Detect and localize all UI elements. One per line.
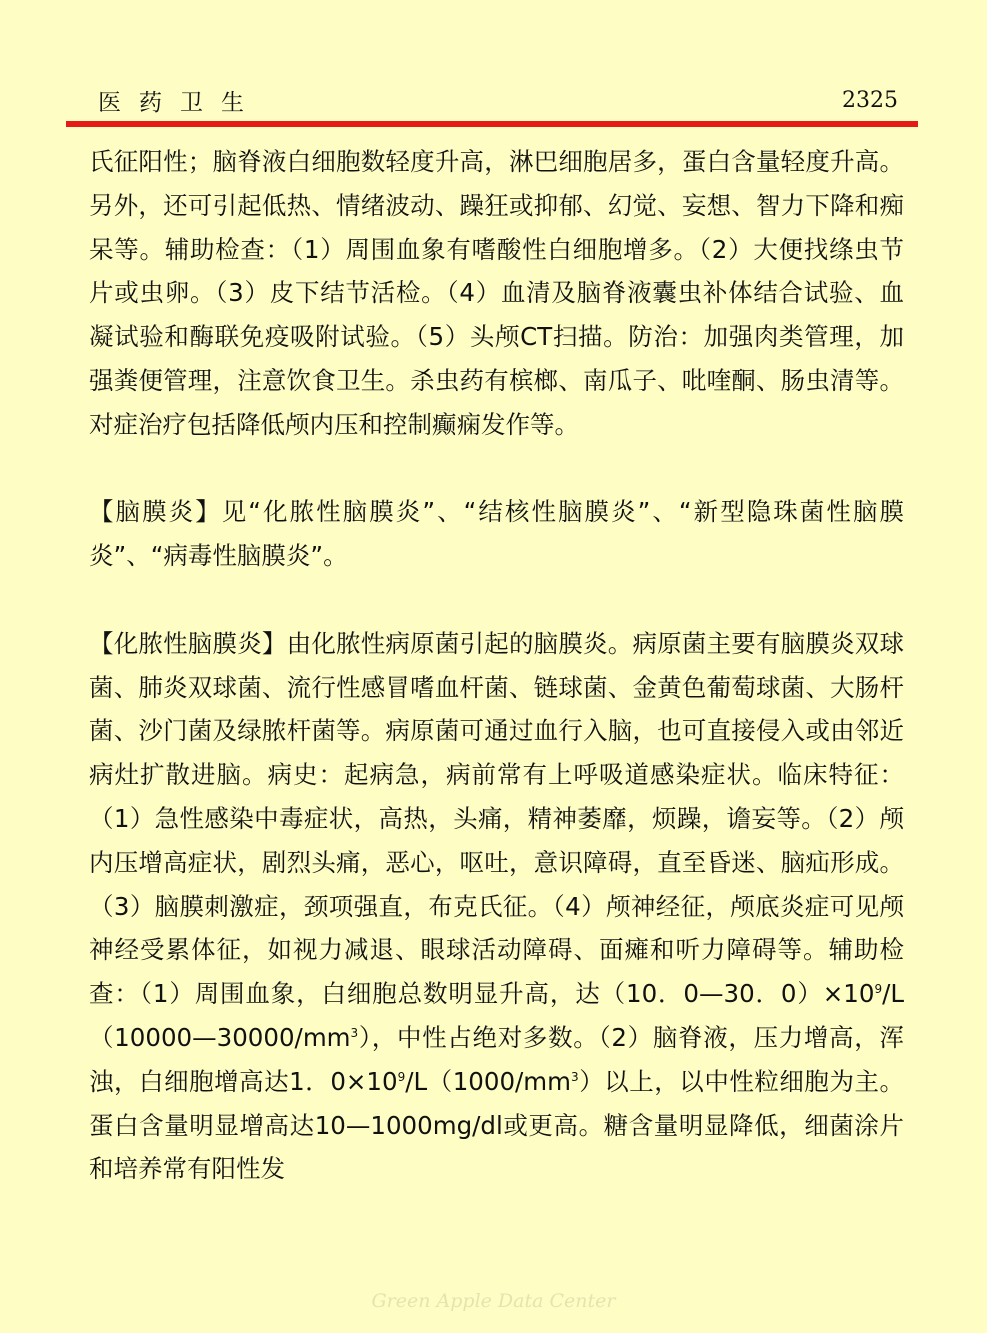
- paragraph-text: /L（1000/mm: [405, 1066, 572, 1096]
- paragraph-text: 氏征阳性；脑脊液白细胞数轻度升高，淋巴细胞居多，蛋白含量轻度升高。另外，还可引起低热、情绪波动、躁狂或抑郁、幻觉、妄想、智力下降和痴呆等。辅助检查：（1）周围血象有嗜酸性白细胞增多。（2）大便找绦虫节片或虫卵。（3）皮下结节活检。（4）血清及脑脊液囊虫补体结合试验、血凝试验和酶联免疫吸附试验。（5）头颅CT扫描。防治：加强肉类管理，加强粪便管理，注意饮食卫生。杀虫药有槟榔、南瓜子、吡喹酮、肠虫清等。对症治疗包括降低颅内压和控制癫痫发作等。: [89, 147, 904, 439]
- superscript: 3: [350, 1025, 359, 1040]
- paragraph-purulent-meningitis: [89, 622, 904, 1191]
- entry-term: 【脑膜炎】: [89, 497, 222, 527]
- watermark: Green Apple Data Center: [371, 1290, 616, 1312]
- header-rule: [66, 121, 918, 127]
- superscript: 9: [874, 981, 883, 996]
- superscript: 3: [571, 1069, 579, 1084]
- paragraph-meningitis: [89, 490, 904, 578]
- entry-term: 【化脓性脑膜炎】: [89, 628, 287, 658]
- superscript: 9: [397, 1069, 406, 1084]
- section-title: 医药卫生: [98, 90, 262, 116]
- paragraph-text: /L（10000—30000/mm: [89, 979, 904, 1052]
- paragraph-text: ），中性占绝对多数。（2）脑脊液，压力增高，浑浊，白细胞增高达1．0×10: [89, 1022, 904, 1096]
- page-number: 2325: [842, 88, 898, 113]
- body-text: [89, 140, 904, 1191]
- paragraph-continued: [89, 140, 904, 447]
- paragraph-text: 由化脓性病原菌引起的脑膜炎。病原菌主要有脑膜炎双球菌、肺炎双球菌、流行性感冒嗜血杆菌、链球菌、金黄色葡萄球菌、大肠杆菌、沙门菌及绿脓杆菌等。病原菌可通过血行入脑，也可直接侵入或由邻近病灶扩散进脑。病史：起病急，病前常有上呼吸道感染症状。临床特征：（1）急性感染中毒症状，高热，头痛，精神萎靡，烦躁，谵妄等。（2）颅内压增高症状，剧烈头痛，恶心，呕吐，意识障碍，直至昏迷、脑疝形成。（3）脑膜刺激症，颈项强直，布克氏征。（4）颅神经征，颅底炎症可见颅神经受累体征，如视力减退、眼球活动障碍、面瘫和听力障碍等。辅助检查：（1）周围血象，白细胞总数明显升高，达（10．0—30．0）×10: [89, 628, 904, 1009]
- page-header: [0, 0, 987, 130]
- paragraph-text: 见“化脓性脑膜炎”、“结核性脑膜炎”、“新型隐珠菌性脑膜炎”、“病毒性脑膜炎”。: [89, 497, 905, 571]
- paragraph-text: ）以上，以中性粒细胞为主。蛋白含量明显增高达10—1000mg/dl或更高。糖含量明显降低，细菌涂片和培养常有阳性发: [89, 1066, 904, 1184]
